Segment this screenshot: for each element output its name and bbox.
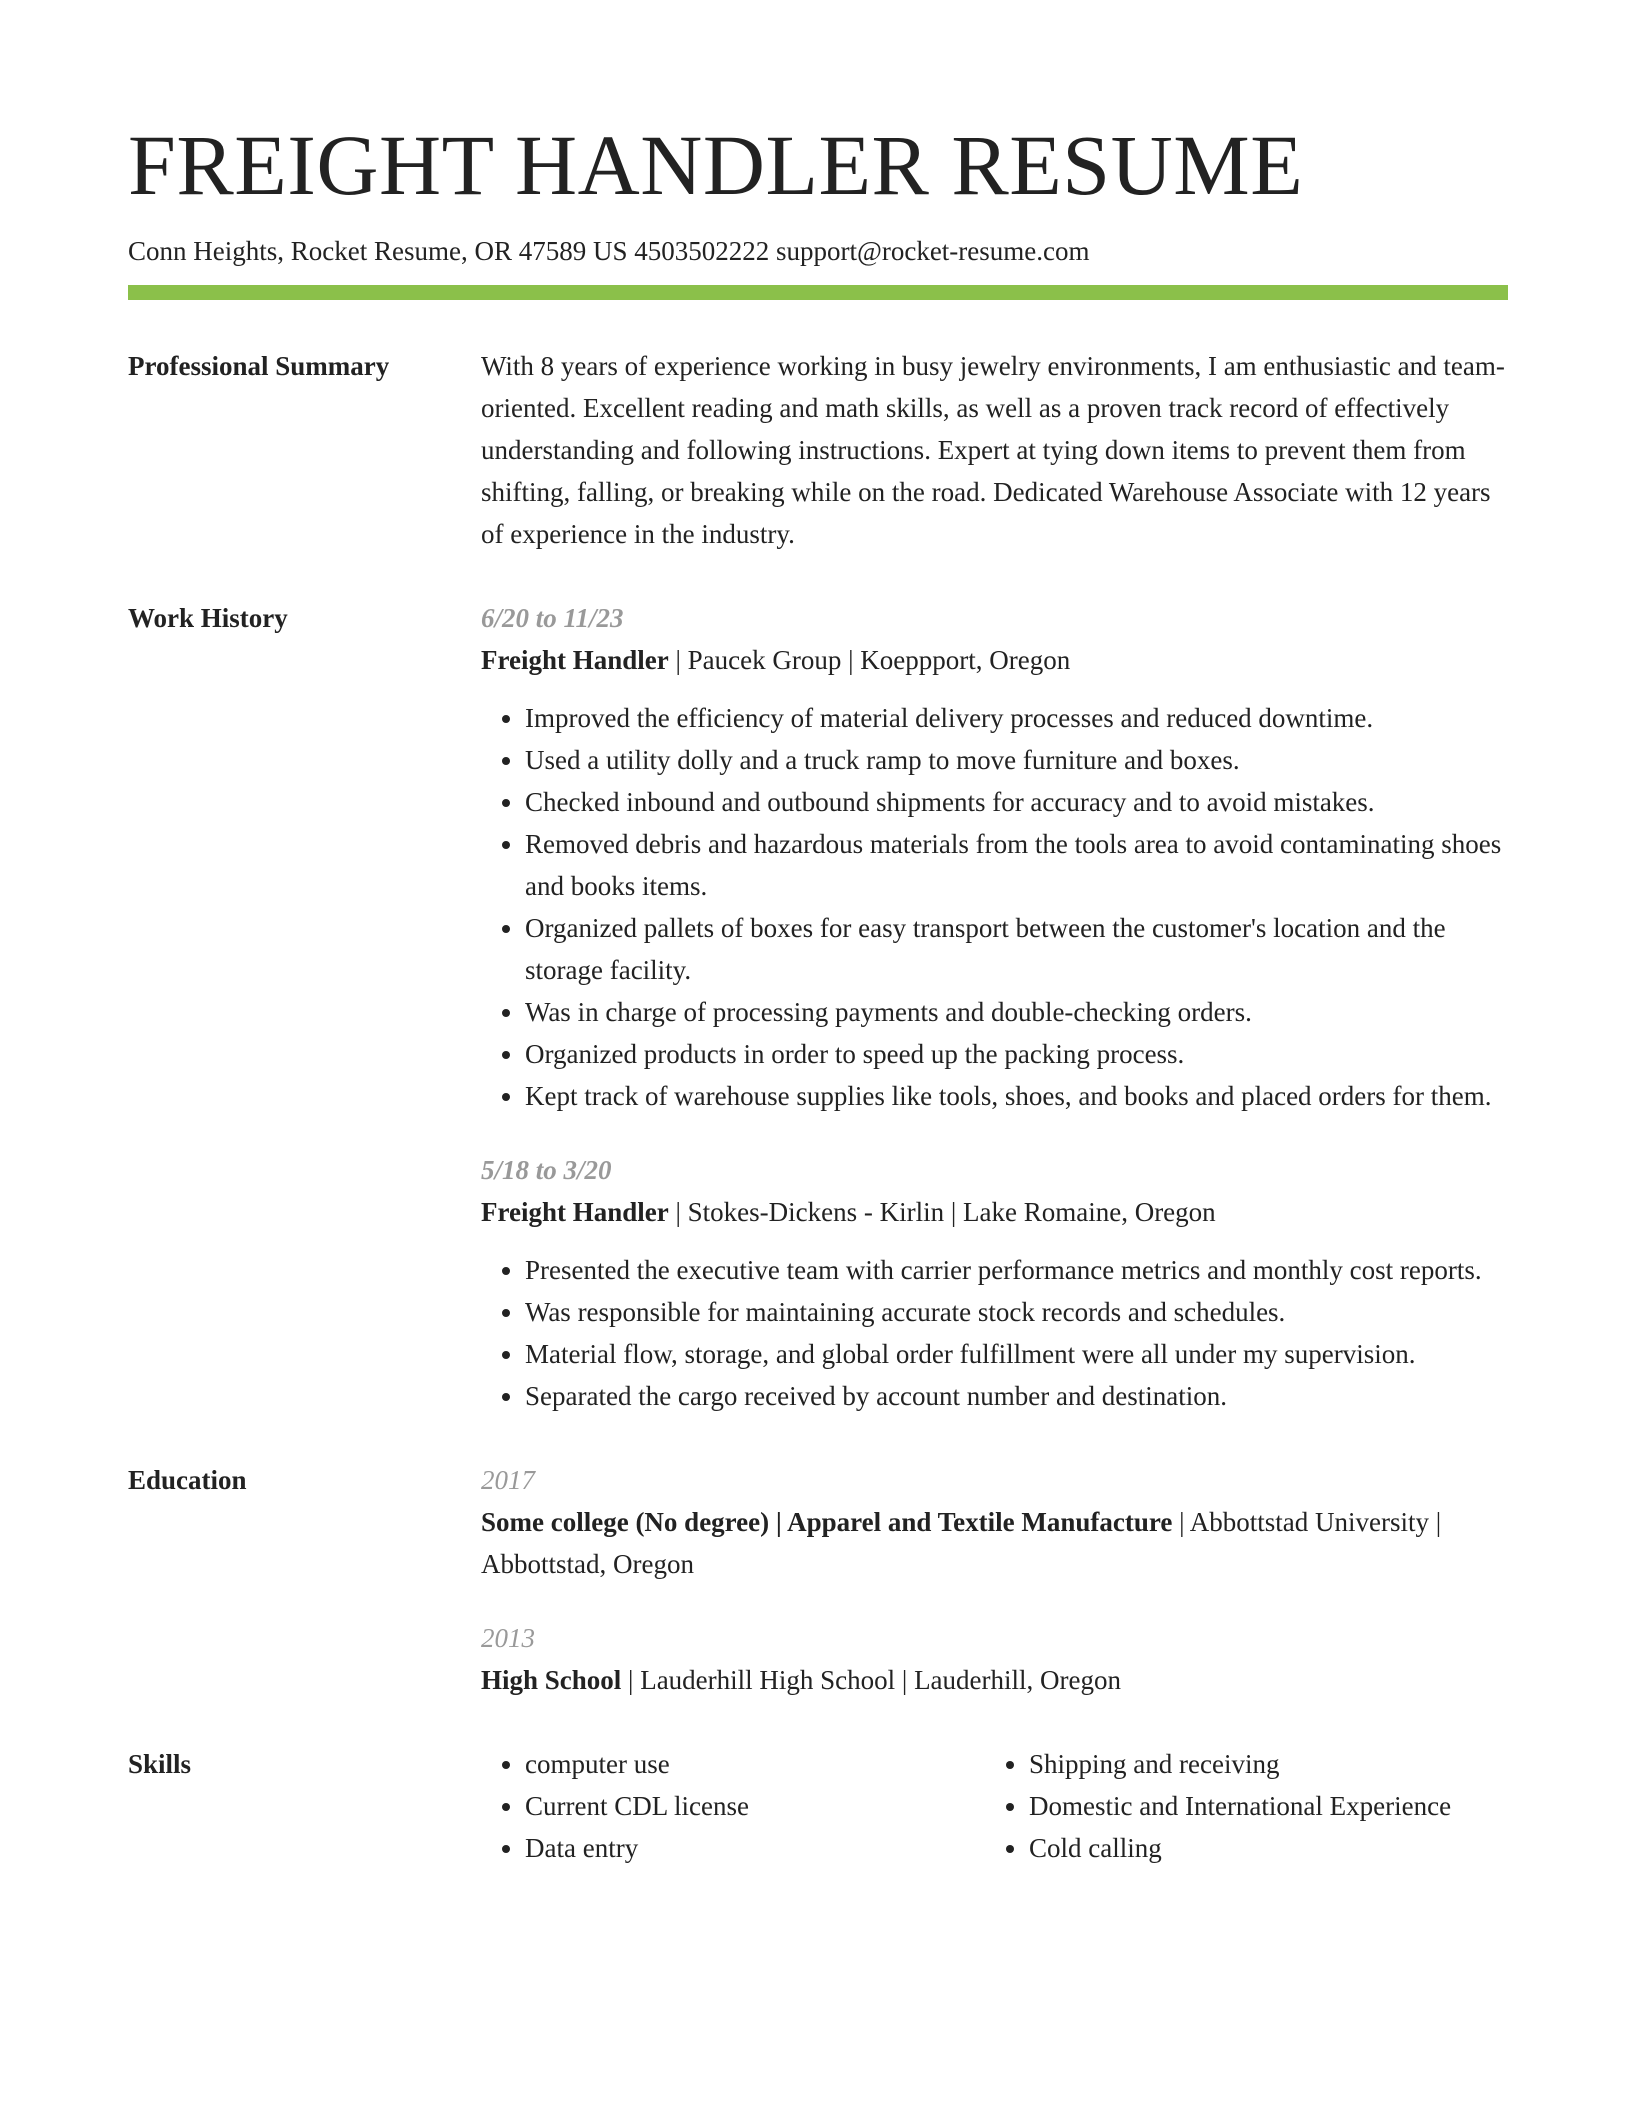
job-role-line bbox=[481, 639, 1508, 681]
skills-list-left bbox=[481, 1743, 985, 1869]
section-label-education: Education bbox=[128, 1464, 247, 1495]
job-bullet: • Removed debris and hazardous materials from the tools area to avoid contaminating shoes and books items. bbox=[525, 823, 1508, 907]
skills-section bbox=[128, 1743, 1508, 1869]
education-year: 2017 bbox=[481, 1464, 535, 1495]
education-details: | Abbottstad University | Abbottstad, Oregon bbox=[481, 1506, 1442, 1579]
skill-item: • computer use bbox=[525, 1743, 985, 1785]
job-bullet: • Was responsible for maintaining accurate stock records and schedules. bbox=[525, 1291, 1508, 1333]
job-bullet: • Checked inbound and outbound shipments for accuracy and to avoid mistakes. bbox=[525, 781, 1508, 823]
section-label-skills: Skills bbox=[128, 1748, 192, 1779]
education-line bbox=[481, 1501, 1508, 1585]
job-bullet: • Kept track of warehouse supplies like tools, shoes, and books and placed orders for them. bbox=[525, 1075, 1508, 1117]
job-dates: 6/20 to 11/23 bbox=[481, 602, 624, 633]
summary-section bbox=[128, 345, 1508, 555]
job-title: Freight Handler bbox=[481, 644, 669, 675]
skills-list-right bbox=[985, 1743, 1489, 1869]
job-bullet: • Organized products in order to speed up the packing process. bbox=[525, 1033, 1508, 1075]
job-bullet-list bbox=[481, 1249, 1508, 1417]
education-line bbox=[481, 1659, 1508, 1701]
education-entry bbox=[481, 1617, 1508, 1701]
skills-columns bbox=[481, 1743, 1508, 1869]
education-degree: High School bbox=[481, 1664, 622, 1695]
education-body bbox=[481, 1459, 1508, 1701]
job-dates: 5/18 to 3/20 bbox=[481, 1154, 612, 1185]
skills-body bbox=[481, 1743, 1508, 1869]
job-bullet: • Separated the cargo received by account number and destination. bbox=[525, 1375, 1508, 1417]
job-bullet: • Material flow, storage, and global order fulfillment were all under my supervision. bbox=[525, 1333, 1508, 1375]
skill-item: • Current CDL license bbox=[525, 1785, 985, 1827]
education-year: 2013 bbox=[481, 1622, 535, 1653]
education-section bbox=[128, 1459, 1508, 1701]
job-bullet: • Was in charge of processing payments and double-checking orders. bbox=[525, 991, 1508, 1033]
skill-item: • Cold calling bbox=[1029, 1827, 1489, 1869]
accent-divider bbox=[128, 285, 1508, 300]
skill-item: • Domestic and International Experience bbox=[1029, 1785, 1489, 1827]
summary-body bbox=[481, 345, 1508, 555]
job-bullet-list bbox=[481, 697, 1508, 1117]
job-bullet: • Improved the efficiency of material delivery processes and reduced downtime. bbox=[525, 697, 1508, 739]
job-bullet: • Used a utility dolly and a truck ramp to move furniture and boxes. bbox=[525, 739, 1508, 781]
skill-item: • Data entry bbox=[525, 1827, 985, 1869]
work-history-body bbox=[481, 597, 1508, 1417]
resume-title: FREIGHT HANDLER RESUME bbox=[128, 117, 1304, 213]
contact-line: Conn Heights, Rocket Resume, OR 47589 US 4503502222 support@rocket-resume.com bbox=[128, 235, 1090, 266]
skill-item: • Shipping and receiving bbox=[1029, 1743, 1489, 1785]
job-title: Freight Handler bbox=[481, 1196, 669, 1227]
education-details: | Lauderhill High School | Lauderhill, Oregon bbox=[621, 1664, 1121, 1695]
section-label-work: Work History bbox=[128, 602, 288, 633]
job-bullet: • Presented the executive team with carrier performance metrics and monthly cost reports. bbox=[525, 1249, 1508, 1291]
job-entry bbox=[481, 1149, 1508, 1417]
job-entry bbox=[481, 597, 1508, 1117]
work-history-section bbox=[128, 597, 1508, 1417]
job-bullet: • Organized pallets of boxes for easy transport between the customer's location and the storage facility. bbox=[525, 907, 1508, 991]
summary-text: With 8 years of experience working in busy jewelry environments, I am enthusiastic and team-oriented. Excellent reading and math skills, as well as a proven track record of effectively understanding and following instructions. Expert at tying down items to prevent them from shifting, falling, or breaking while on the road. Dedicated Warehouse Associate with 12 years of experience in the industry. bbox=[481, 350, 1505, 549]
job-details: | Paucek Group | Koeppport, Oregon bbox=[668, 644, 1071, 675]
education-entry bbox=[481, 1459, 1508, 1585]
education-degree: Some college (No degree) | Apparel and Textile Manufacture bbox=[481, 1506, 1173, 1537]
section-label-summary: Professional Summary bbox=[128, 350, 390, 381]
resume-page bbox=[128, 118, 1508, 1869]
job-details: | Stokes-Dickens - Kirlin | Lake Romaine, Oregon bbox=[668, 1196, 1216, 1227]
job-role-line bbox=[481, 1191, 1508, 1233]
